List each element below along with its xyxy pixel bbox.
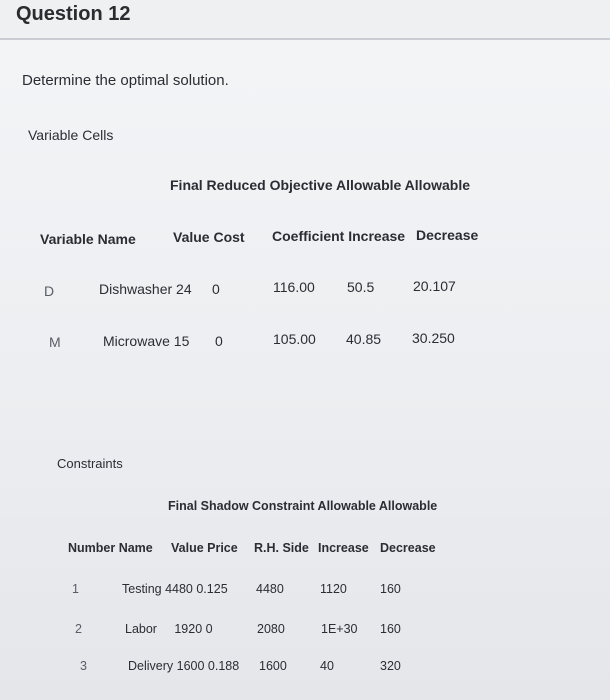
constraint-row-decrease: 160 (380, 622, 401, 636)
variable-row-id: D (44, 283, 55, 299)
variable-row-name-value: Microwave 15 (103, 333, 190, 349)
question-title: Question 12 (16, 3, 131, 25)
variable-row-objective: 105.00 (273, 331, 316, 347)
variable-row-id: M (49, 334, 61, 350)
variable-header-name: Variable Name (40, 231, 136, 247)
constraint-row-name-value: Labor 1920 0 (125, 622, 213, 636)
variable-row-reduced-cost: 0 (215, 333, 223, 349)
constraint-row-number: 1 (72, 582, 79, 596)
constraint-header-value-price: Value Price (171, 541, 238, 555)
constraint-row-rhs: 4480 (256, 582, 284, 596)
variable-cells-label: Variable Cells (28, 127, 114, 143)
constraint-header-row1: Final Shadow Constraint Allowable Allowable (168, 499, 438, 513)
constraint-row-increase: 1120 (320, 582, 347, 596)
variable-row-objective: 116.00 (273, 279, 315, 295)
constraint-row-number: 3 (80, 659, 87, 673)
constraint-header-decrease: Decrease (380, 541, 436, 555)
constraint-header-rh-side: R.H. Side (254, 541, 309, 555)
constraints-label: Constraints (57, 456, 123, 471)
constraint-row-rhs: 1600 (259, 659, 287, 673)
constraint-row-rhs: 2080 (257, 622, 285, 636)
variable-row-increase: 40.85 (346, 331, 382, 347)
constraint-row-number: 2 (75, 622, 82, 636)
constraint-row-increase: 1E+30 (321, 622, 358, 636)
constraint-header-increase: Increase (318, 541, 369, 555)
variable-row-decrease: 20.107 (413, 278, 456, 294)
constraint-row-name-value: Delivery 1600 0.188 (128, 659, 240, 673)
variable-row-increase: 50.5 (347, 279, 375, 295)
constraint-header-number-name: Number Name (68, 541, 153, 555)
constraint-row-decrease: 160 (380, 582, 401, 596)
variable-row-reduced-cost: 0 (212, 281, 220, 297)
question-header (0, 0, 610, 40)
variable-header-value-cost: Value Cost (173, 229, 245, 245)
constraint-row-decrease: 320 (380, 659, 401, 673)
variable-row-name-value: Dishwasher 24 (99, 281, 192, 297)
variable-header-row1: Final Reduced Objective Allowable Allowable (170, 177, 471, 193)
variable-row-decrease: 30.250 (412, 330, 455, 346)
variable-header-coefficient-increase: Coefficient Increase (272, 228, 406, 244)
constraint-row-increase: 40 (320, 659, 334, 673)
variable-header-decrease: Decrease (416, 227, 479, 243)
question-prompt: Determine the optimal solution. (22, 72, 229, 89)
constraint-row-name-value: Testing 4480 0.125 (122, 582, 228, 596)
